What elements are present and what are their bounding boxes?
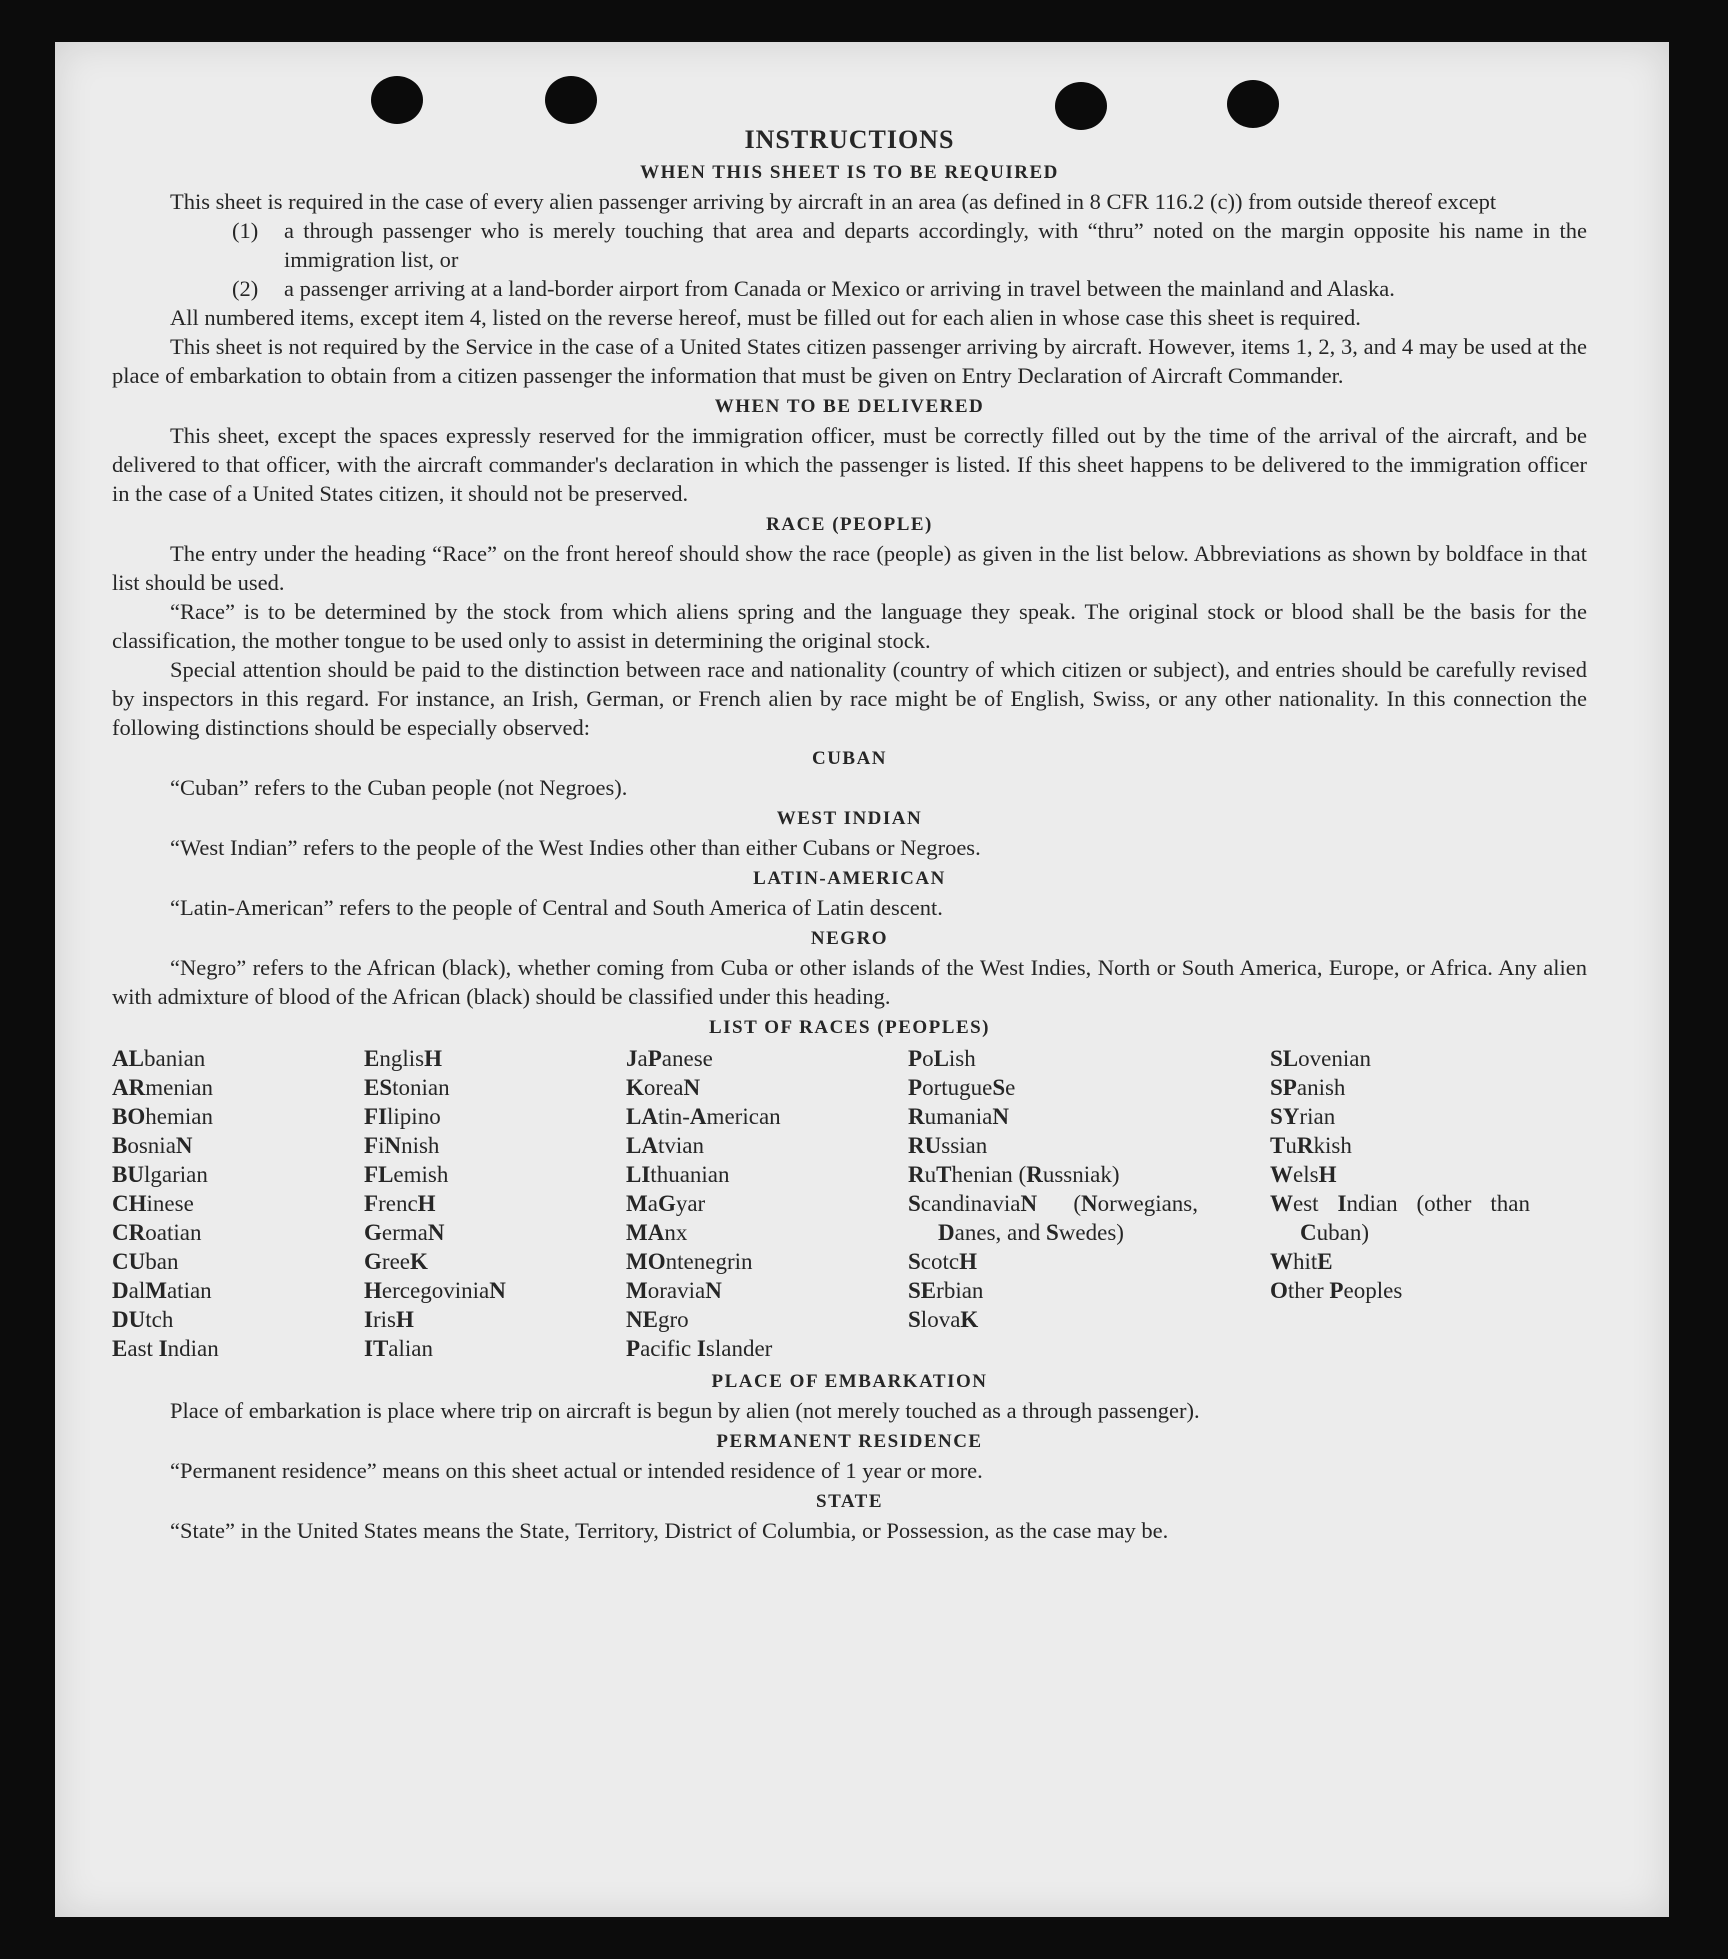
paragraph: Place of embarkation is place where trip on aircraft is begun by alien (not merely touched as a through passenger). [170, 1398, 1200, 1423]
race-entry: DalMatian [112, 1278, 212, 1303]
races-column [626, 1044, 908, 1363]
races-column [112, 1044, 364, 1363]
race-entry: SErbian [908, 1278, 984, 1303]
race-entry: MoraviaN [626, 1278, 722, 1303]
race-entry: SLovenian [1270, 1046, 1371, 1071]
race-entry: HercegoviniaN [364, 1278, 506, 1303]
numbered-item [232, 216, 1587, 274]
item-number: (2) [232, 276, 259, 301]
heading-latin-american: LATIN-AMERICAN [753, 868, 946, 889]
paragraph: “Latin-American” refers to the people of Central and South America of Latin descent. [170, 895, 943, 920]
paragraph: “West Indian” refers to the people of the West Indies other than either Cubans or Negroes. [170, 835, 981, 860]
race-entry: GermaN [364, 1220, 445, 1245]
race-entry: FrencH [364, 1191, 436, 1216]
heading-race: RACE (PEOPLE) [766, 514, 933, 535]
race-entry: PoLish [908, 1046, 976, 1071]
races-list [112, 1044, 1587, 1363]
races-column [364, 1044, 626, 1363]
paragraph: This sheet is not required by the Service in the case of a United States citizen passenger arriving by aircraft. However, items 1, 2, 3, and 4 may be used at the place of embarkation to obtain from a citizen passenger the information that must be given on Entry Declaration of Aircraft Commander. [112, 334, 1587, 388]
race-entry: EnglisH [364, 1046, 442, 1071]
heading-embarkation: PLACE OF EMBARKATION [711, 1371, 988, 1392]
race-entry: MOntenegrin [626, 1249, 753, 1274]
paragraph: This sheet, except the spaces expressly reserved for the immigration officer, must be correctly filled out by the time of the arrival of the aircraft, and be delivered to that officer, with the aircraft commander's declaration in which the passenger is listed. If this sheet happens to be delivered to the immigration officer in the case of a United States citizen, it should not be preserved. [112, 423, 1587, 506]
race-entry: East Indian [112, 1336, 219, 1361]
race-entry: SYrian [1270, 1104, 1336, 1129]
race-entry: MaGyar [626, 1191, 706, 1216]
race-entry: BOhemian [112, 1104, 213, 1129]
race-entry: ARmenian [112, 1075, 213, 1100]
race-entry: IrisH [364, 1307, 414, 1332]
races-column [908, 1044, 1198, 1363]
paragraph: The entry under the heading “Race” on the front hereof should show the race (people) as given in the list below. Abbreviations as shown by boldface in that list should be used. [112, 541, 1587, 595]
heading-negro: NEGRO [810, 928, 889, 949]
heading-list-of-races: LIST OF RACES (PEOPLES) [708, 1017, 991, 1038]
race-entry: ScotcH [908, 1249, 978, 1274]
paragraph: This sheet is required in the case of every alien passenger arriving by aircraft in an area (as defined in 8 CFR 116.2 (c)) from outside thereof except [170, 189, 1497, 214]
race-entry: CUban [112, 1249, 179, 1274]
race-entry: SlovaK [908, 1307, 979, 1332]
document-body [112, 84, 1587, 1545]
race-entry: WelsH [1270, 1162, 1337, 1187]
race-entry: LAtvian [626, 1133, 704, 1158]
race-entry: Other Peoples [1270, 1278, 1403, 1303]
race-entry: CRoatian [112, 1220, 202, 1245]
heading-residence: PERMANENT RESIDENCE [716, 1431, 983, 1452]
paragraph: Special attention should be paid to the distinction between race and nationality (country of which citizen or subject), and entries should be carefully revised by inspectors in this regard. For instance, an Irish, German, or French alien by race might be of English, Swiss, or any other nationality. In this connection the following distinctions should be especially observed: [112, 657, 1587, 740]
race-entry: ITalian [364, 1336, 434, 1361]
heading-state: STATE [816, 1491, 883, 1512]
page-title: INSTRUCTIONS [744, 125, 955, 154]
paragraph: “Permanent residence” means on this sheet actual or intended residence of 1 year or more. [170, 1458, 983, 1483]
item-text: a through passenger who is merely touching that area and departs accordingly, with “thru” noted on the margin opposite his name in the immigration list, or [284, 218, 1587, 272]
race-entry: TuRkish [1270, 1133, 1352, 1158]
heading-required: WHEN THIS SHEET IS TO BE REQUIRED [640, 162, 1059, 183]
paragraph: “Negro” refers to the African (black), whether coming from Cuba or other islands of the West Indies, North or South America, Europe, or Africa. Any alien with admixture of blood of the African (black) should be classified under this heading. [112, 955, 1587, 1009]
race-entry: BUlgarian [112, 1162, 208, 1187]
race-entry: LIthuanian [626, 1162, 730, 1187]
race-entry: GreeK [364, 1249, 428, 1274]
race-entry: EStonian [364, 1075, 450, 1100]
race-entry: ALbanian [112, 1046, 206, 1071]
paragraph: “Cuban” refers to the Cuban people (not Negroes). [170, 775, 628, 800]
paragraph: All numbered items, except item 4, listed on the reverse hereof, must be filled out for each alien in whose case this sheet is required. [170, 305, 1361, 330]
race-entry: PortugueSe [908, 1075, 1016, 1100]
race-entry: SPanish [1270, 1075, 1346, 1100]
race-entry: FiNnish [364, 1133, 440, 1158]
race-entry: LAtin-American [626, 1104, 781, 1129]
race-entry: Pacific Islander [626, 1336, 773, 1361]
heading-west-indian: WEST INDIAN [776, 808, 923, 829]
races-column [1270, 1044, 1530, 1363]
heading-delivered: WHEN TO BE DELIVERED [714, 396, 985, 417]
race-entry: WhitE [1270, 1249, 1333, 1274]
race-entry: RuThenian (Russniak) [908, 1162, 1120, 1187]
race-entry: BosniaN [112, 1133, 193, 1158]
race-entry: NEgro [626, 1307, 689, 1332]
race-entry: JaPanese [626, 1046, 713, 1071]
race-entry: RumaniaN [908, 1104, 1009, 1129]
race-entry: ScandinaviaN (Norwegians, Danes, and Swedes) [908, 1191, 1198, 1245]
race-entry: West Indian (other than Cuban) [1270, 1191, 1530, 1245]
race-entry: RUssian [908, 1133, 988, 1158]
race-entry: FLemish [364, 1162, 449, 1187]
paragraph: “Race” is to be determined by the stock from which aliens spring and the language they speak. The original stock or blood shall be the basis for the classification, the mother tongue to be used only to assist in determining the original stock. [112, 599, 1587, 653]
item-text: a passenger arriving at a land-border airport from Canada or Mexico or arriving in travel between the mainland and Alaska. [284, 276, 1395, 301]
race-entry: DUtch [112, 1307, 174, 1332]
race-entry: MAnx [626, 1220, 688, 1245]
race-entry: CHinese [112, 1191, 194, 1216]
item-number: (1) [232, 218, 259, 243]
numbered-item [232, 274, 1587, 303]
heading-cuban: CUBAN [811, 748, 888, 769]
race-entry: KoreaN [626, 1075, 701, 1100]
paragraph: “State” in the United States means the State, Territory, District of Columbia, or Possession, as the case may be. [170, 1518, 1169, 1543]
race-entry: FIlipino [364, 1104, 441, 1129]
